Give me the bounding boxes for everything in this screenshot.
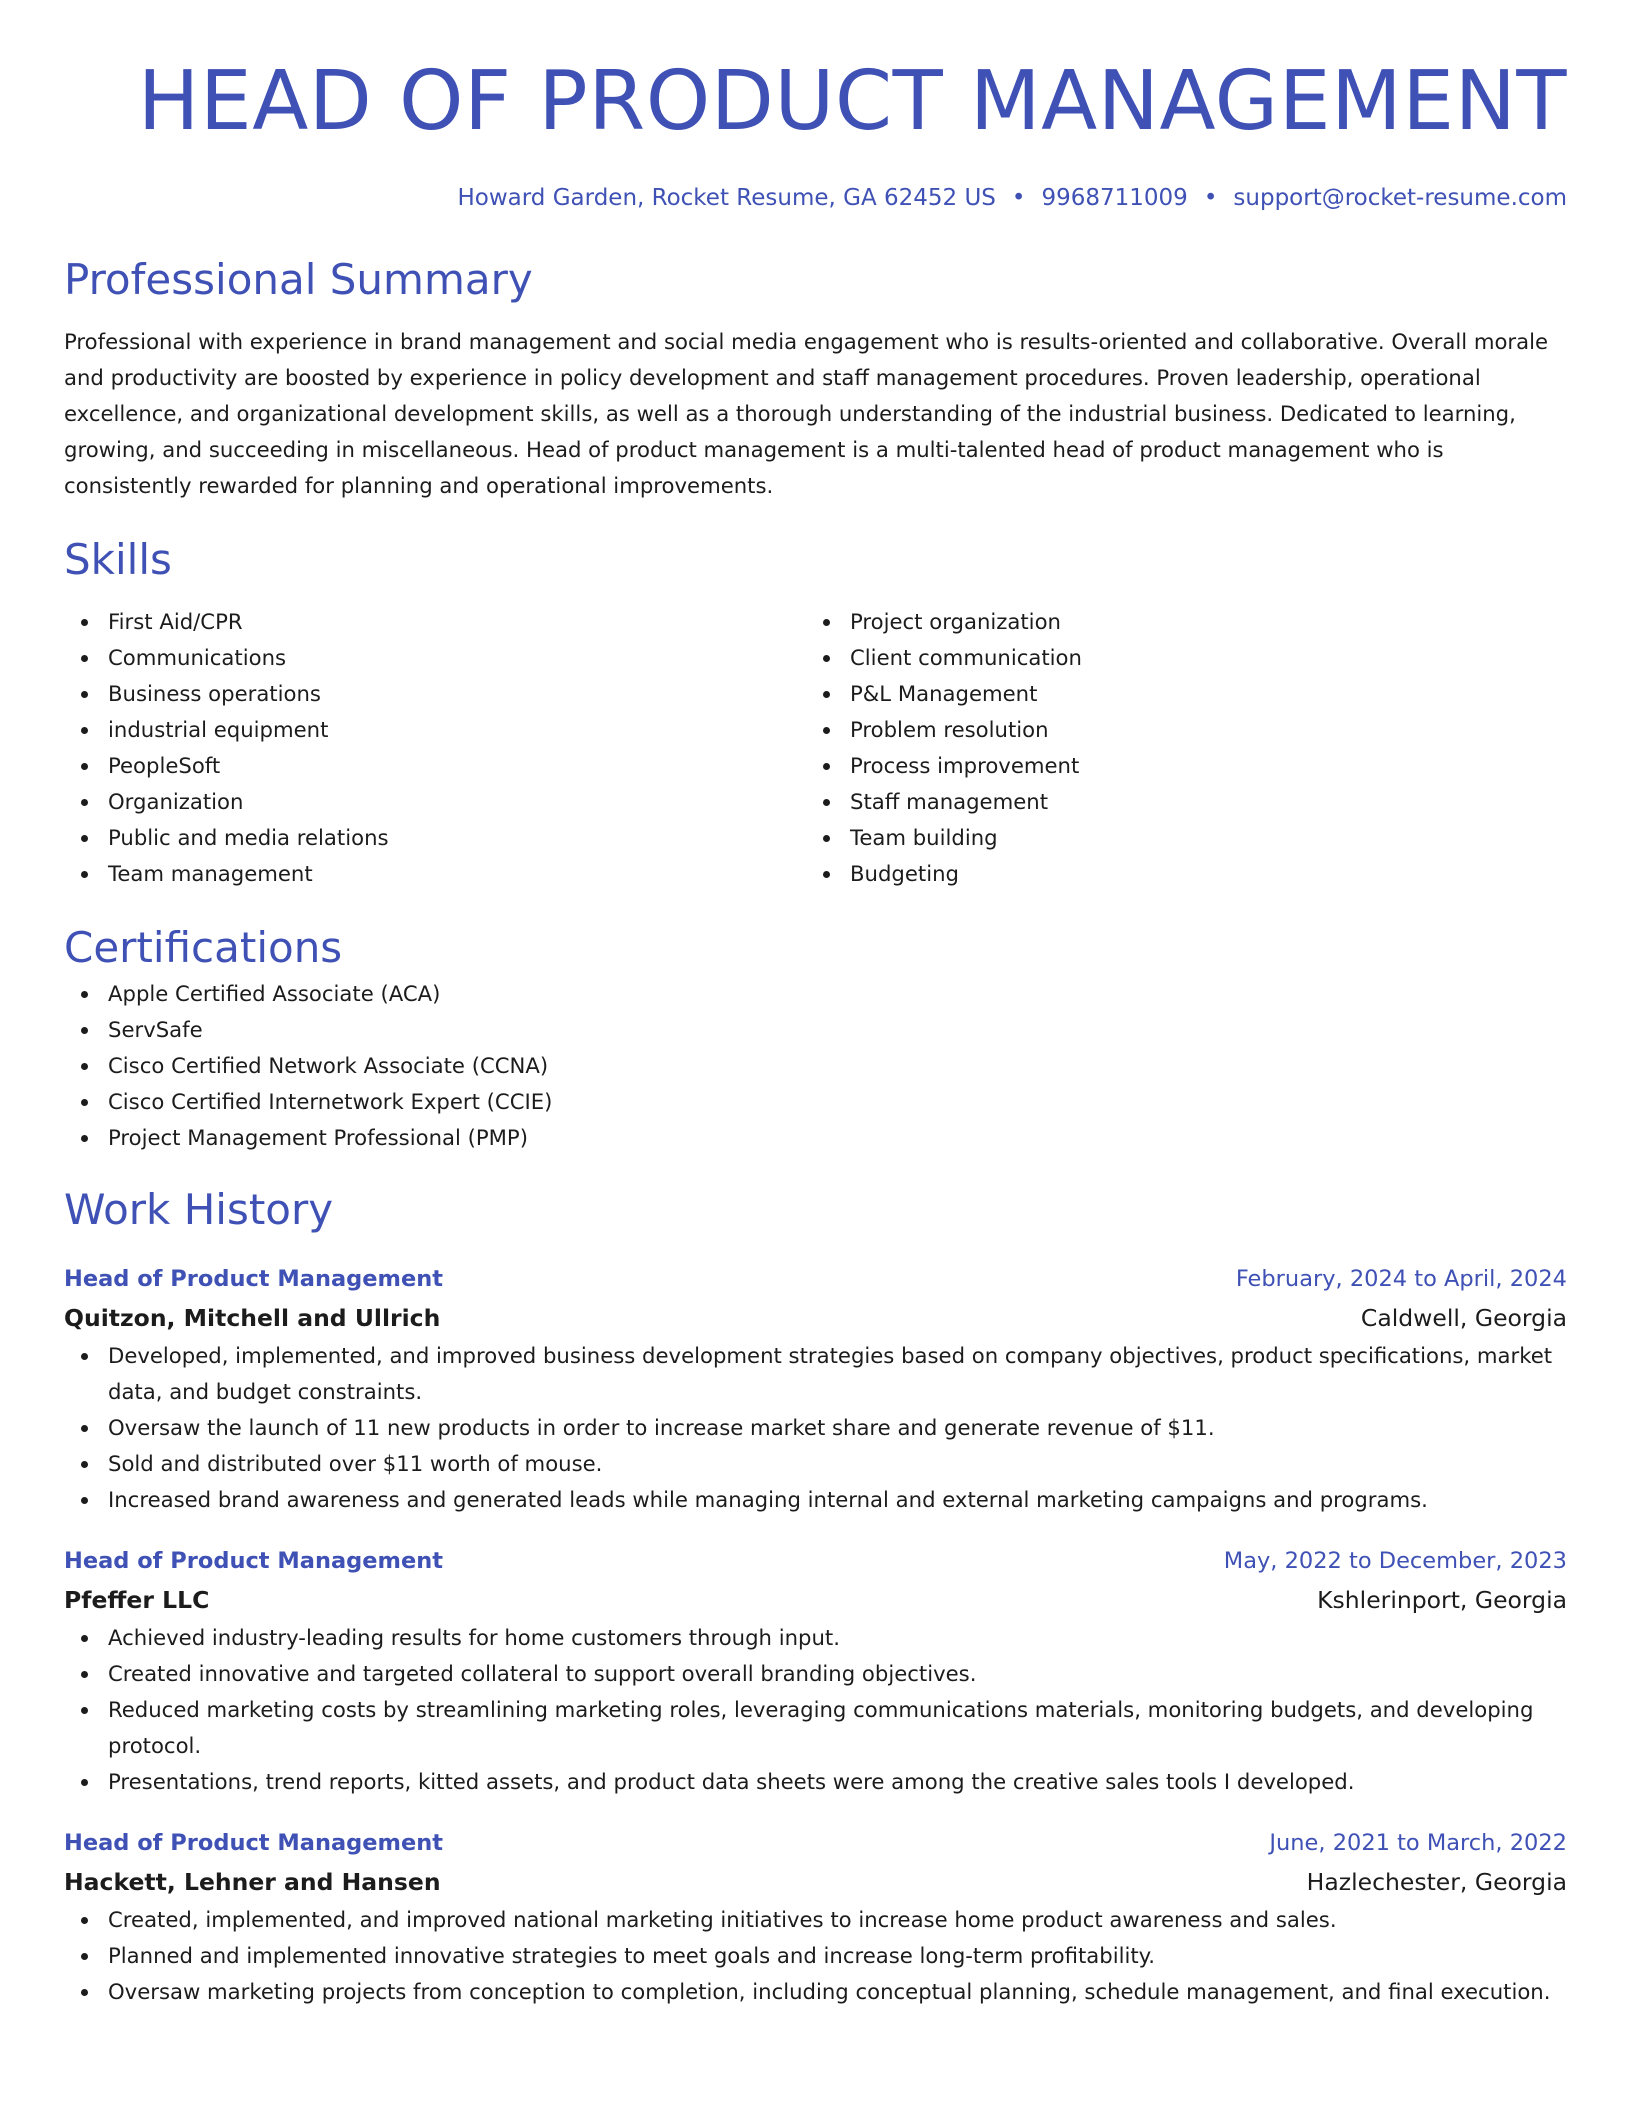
skill-item: Business operations — [64, 676, 806, 712]
resume-name-title: HEAD OF PRODUCT MANAGEMENT — [137, 54, 1567, 149]
job-company: Quitzon, Mitchell and Ullrich — [64, 1304, 441, 1332]
job-bullet: Oversaw the launch of 11 new products in order to increase market share and generate revenue of $11. — [64, 1410, 1567, 1446]
job-bullet: Sold and distributed over $11 worth of mouse. — [64, 1446, 1567, 1482]
job-dates: June, 2021 to March, 2022 — [1269, 1830, 1567, 1856]
skill-item: First Aid/CPR — [64, 604, 806, 640]
certification-item: Cisco Certified Internetwork Expert (CCIE) — [64, 1084, 1567, 1120]
certification-item: Cisco Certified Network Associate (CCNA) — [64, 1048, 1567, 1084]
skill-item: Team building — [806, 820, 1567, 856]
skill-item: Process improvement — [806, 748, 1567, 784]
work-history-list — [64, 1260, 1567, 2010]
skill-item: Project organization — [806, 604, 1567, 640]
certifications-list — [64, 976, 1567, 1156]
skill-item: PeopleSoft — [64, 748, 806, 784]
skills-column-right — [806, 604, 1567, 892]
work-history-heading: Work History — [64, 1185, 334, 1234]
job-location: Caldwell, Georgia — [1360, 1304, 1567, 1332]
job-role: Head of Product Management — [64, 1266, 444, 1292]
job-bullets — [64, 1620, 1567, 1800]
job-bullet: Reduced marketing costs by streamlining marketing roles, leveraging communications materials, monitoring budgets, and developing protocol. — [64, 1692, 1567, 1764]
contact-separator: • — [1203, 185, 1218, 211]
summary-text: Professional with experience in brand management and social media engagement who is results-oriented and collaborative. Overall morale and productivity are boosted by experience in policy development and staff management procedures. Proven leadership, operational excellence, and organizational development skills, as well as a thorough understanding of the industrial business. Dedicated to learning, growing, and succeeding in miscellaneous. Head of product management is a multi-talented head of product management who is consistently rewarded for planning and operational improvements. — [64, 329, 1549, 498]
job-bullet: Presentations, trend reports, kitted assets, and product data sheets were among the creative sales tools I developed. — [64, 1764, 1567, 1800]
job-entry — [64, 1542, 1567, 1800]
contact-separator: • — [1011, 185, 1026, 211]
job-company-row — [64, 1298, 1567, 1338]
certifications-heading: Certifications — [64, 923, 343, 972]
job-company-row — [64, 1862, 1567, 1902]
job-dates: May, 2022 to December, 2023 — [1223, 1548, 1567, 1574]
skill-item: Public and media relations — [64, 820, 806, 856]
skill-item: Client communication — [806, 640, 1567, 676]
contact-address: Howard Garden, Rocket Resume, GA 62452 US — [457, 185, 996, 211]
contact-line — [64, 182, 1567, 214]
skills-heading: Skills — [64, 535, 172, 584]
job-location: Kshlerinport, Georgia — [1317, 1586, 1567, 1614]
skills-grid — [64, 604, 1567, 892]
job-company-row — [64, 1580, 1567, 1620]
job-bullet: Created innovative and targeted collateral to support overall branding objectives. — [64, 1656, 1567, 1692]
job-bullet: Oversaw marketing projects from conception to completion, including conceptual planning, schedule management, and final execution. — [64, 1974, 1567, 2010]
certification-item: ServSafe — [64, 1012, 1567, 1048]
job-header-row — [64, 1824, 1567, 1862]
skills-column-left — [64, 604, 806, 892]
skills-list-left — [64, 604, 806, 892]
job-bullets — [64, 1338, 1567, 1518]
skills-list-right — [806, 604, 1567, 892]
job-entry — [64, 1260, 1567, 1518]
skill-item: Organization — [64, 784, 806, 820]
job-header-row — [64, 1260, 1567, 1298]
job-header-row — [64, 1542, 1567, 1580]
summary-heading: Professional Summary — [64, 255, 533, 304]
job-bullet: Achieved industry-leading results for home customers through input. — [64, 1620, 1567, 1656]
job-company: Pfeffer LLC — [64, 1586, 210, 1614]
skill-item: Staff management — [806, 784, 1567, 820]
skill-item: Team management — [64, 856, 806, 892]
skill-item: industrial equipment — [64, 712, 806, 748]
job-bullet: Increased brand awareness and generated leads while managing internal and external marketing campaigns and programs. — [64, 1482, 1567, 1518]
job-bullets — [64, 1902, 1567, 2010]
certification-item: Apple Certified Associate (ACA) — [64, 976, 1567, 1012]
job-location: Hazlechester, Georgia — [1306, 1868, 1567, 1896]
skill-item: Problem resolution — [806, 712, 1567, 748]
job-dates: February, 2024 to April, 2024 — [1235, 1266, 1567, 1292]
contact-phone[interactable]: 9968711009 — [1041, 185, 1188, 211]
job-bullet: Planned and implemented innovative strategies to meet goals and increase long-term profitability. — [64, 1938, 1567, 1974]
skill-item: Communications — [64, 640, 806, 676]
job-entry — [64, 1824, 1567, 2010]
skill-item: Budgeting — [806, 856, 1567, 892]
job-role: Head of Product Management — [64, 1830, 444, 1856]
contact-email[interactable]: support@rocket-resume.com — [1233, 185, 1567, 211]
job-role: Head of Product Management — [64, 1548, 444, 1574]
job-company: Hackett, Lehner and Hansen — [64, 1868, 441, 1896]
job-bullet: Developed, implemented, and improved business development strategies based on company objectives, product specifications, market data, and budget constraints. — [64, 1338, 1567, 1410]
certification-item: Project Management Professional (PMP) — [64, 1120, 1567, 1156]
job-bullet: Created, implemented, and improved national marketing initiatives to increase home product awareness and sales. — [64, 1902, 1567, 1938]
skill-item: P&L Management — [806, 676, 1567, 712]
